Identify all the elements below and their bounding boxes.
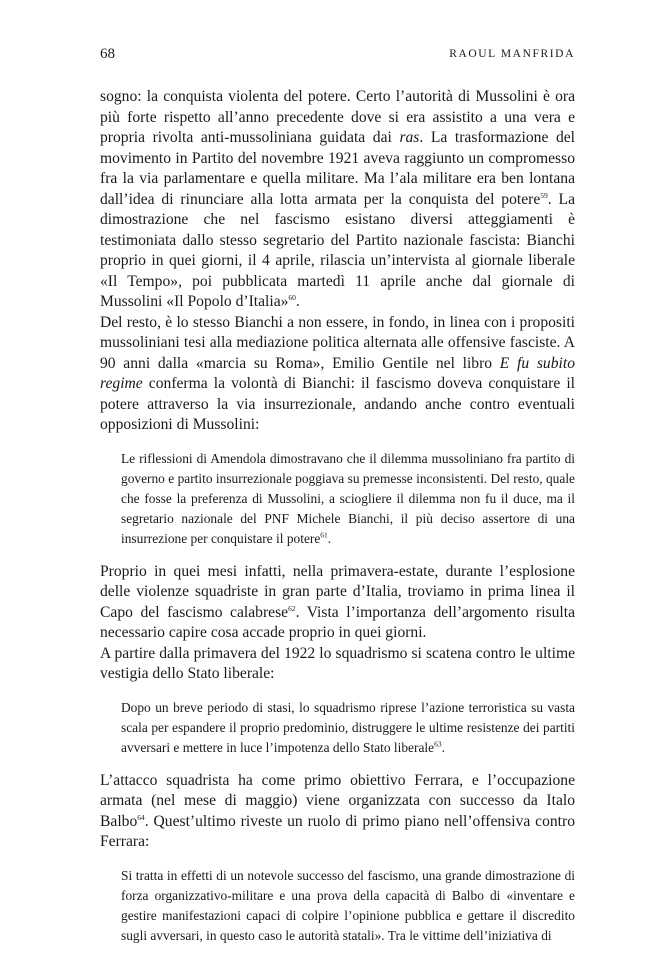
- main-text: [100, 87, 575, 959]
- paragraph-2: Del resto, è lo stesso Bianchi a non essere, in fondo, in linea con i propositi mussoliniani tesi alla mediazione politica alternata alle offensive fasciste. A 90 anni dalla «marcia su Roma», Emilio Gentile nel libro E fu subito regime conferma la volontà di Bianchi: il fascismo doveva conquistare il potere attraverso la via insurrezionale, andando anche contro eventuali opposizioni di Mussolini:: [100, 313, 575, 433]
- paragraph-5: L’attacco squadrista ha come primo obiettivo Ferrara, e l’occupazione armata (nel mese di maggio) viene organizzata con successo da Italo Balbo$^{64}$. Quest’ultimo riveste un ruolo di primo piano nell’offensiva contro Ferrara:: [100, 771, 575, 850]
- block-quote-3: Si tratta in effetti di un notevole successo del fascismo, una grande dimostrazione di forza organizzativo-militare e una prova della capacità di Balbo di «inventare e gestire manifestazioni capaci di colpire l’opinione pubblica e gettare il discredito sugli avversari, in questo caso le autorità statali». Tra le vittime dell’iniziativa di: [121, 867, 575, 943]
- running-title: RAOUL MANFRIDA: [449, 48, 575, 60]
- paragraph-1: sogno: la conquista violenta del potere. Certo l’autorità di Mussolini è ora più forte rispetto all’anno precedente dove si era assistito a una vera e propria rivolta anti-mussoliniana guidata dai ras. La trasformazione del movimento in Partito del novembre 1921 aveva raggiunto un compromesso fra la via parlamentare e quella militare. Ma l’ala militare era ben lontana dall’idea di rinunciare alla lotta armata per la conquista del potere$^{59}$. La dimostrazione che nel fascismo esistano diversi atteggiamenti è testimoniata dallo stesso segretario del Partito nazionale fascista: Bianchi proprio in quei giorni, il 4 aprile, rilascia un’intervista al giornale liberale «Il Tempo», poi pubblicata martedì 11 aprile anche dal giornale di Mussolini «Il Popolo d’Italia»$^{60}$.: [100, 88, 576, 310]
- footnote-ref-62[interactable]: 62: [288, 603, 296, 613]
- page-number: 68: [100, 46, 115, 62]
- running-head: [100, 46, 575, 64]
- block-quote-1: Le riflessioni di Amendola dimostravano che il dilemma mussoliniano fra partito di governo e partito insurrezionale poggiava su premesse inconsistenti. Del resto, quale che fosse la preferenza di Mussolini, a sciogliere il dilemma non fu il duce, ma il segretario nazionale del PNF Michele Bianchi, il più deciso assertore di una insurrezione per conquistare il potere$^{61}$.: [121, 450, 575, 546]
- footnote-ref-59[interactable]: 59: [540, 190, 548, 200]
- paragraph-4: A partire dalla primavera del 1922 lo squadrismo si scatena contro le ultime vestigia dello Stato liberale:: [100, 644, 575, 682]
- footnote-ref-63[interactable]: 63: [434, 739, 442, 749]
- emphasis-ras: ras: [399, 129, 420, 146]
- book-title: E fu subito regime: [100, 354, 575, 392]
- footnote-ref-61[interactable]: 61: [320, 530, 328, 540]
- footnote-ref-60[interactable]: 60: [288, 292, 296, 302]
- paragraph-3: Proprio in quei mesi infatti, nella primavera-estate, durante l’esplosione delle violenze squadriste in gran parte d’Italia, troviamo in prima linea il Capo del fascismo calabrese$^{62}$. Vista l’importanza dell’argomento risulta necessario capire cosa accade proprio in quei giorni.: [100, 562, 575, 641]
- block-quote-2: Dopo un breve periodo di stasi, lo squadrismo riprese l’azione terroristica su vasta scala per espandere il proprio predominio, distruggere le ultime resistenze dei partiti avversari e mettere in luce l’impotenza dello Stato liberale$^{63}$.: [121, 699, 575, 755]
- footnote-ref-64[interactable]: 64: [137, 812, 145, 822]
